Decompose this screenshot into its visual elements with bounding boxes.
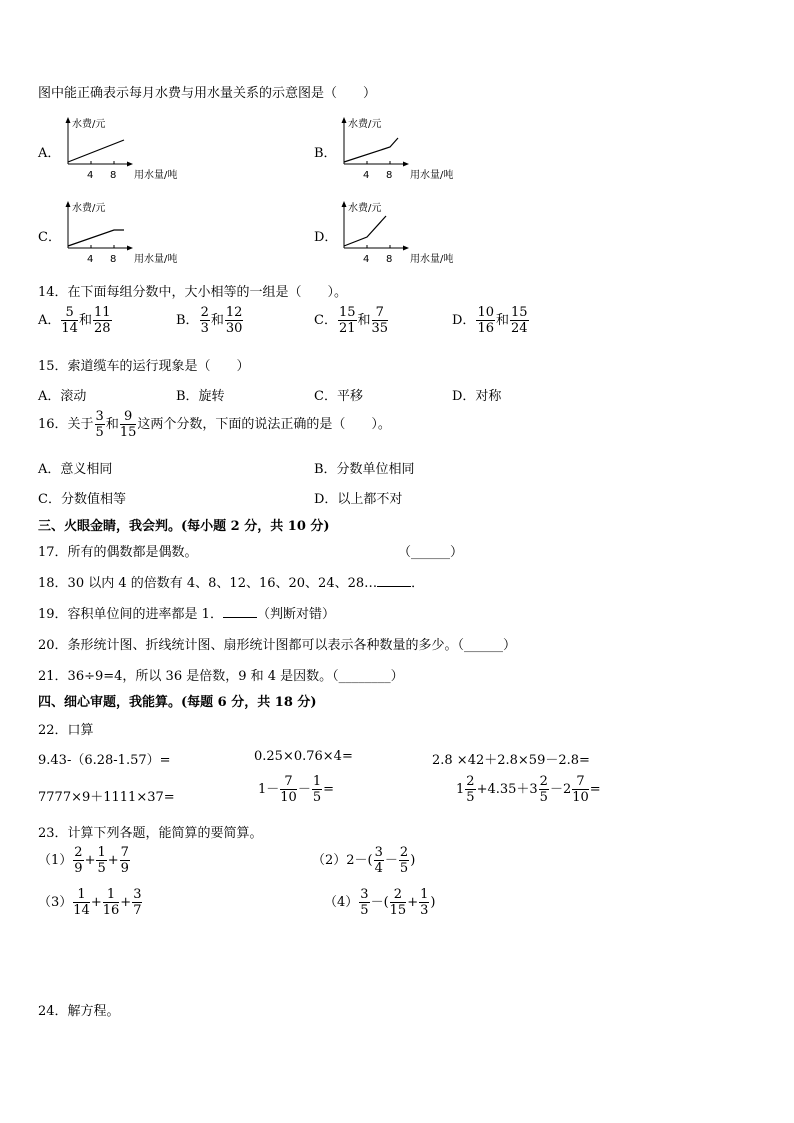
q23-expr-1: （1） $\frac{2}{9}$ + $\frac{1}{5}$ + $\frac{7}{9}$ [38, 845, 129, 876]
x-axis-label: 用水量/吨 [134, 170, 178, 181]
fraction: $\frac{9}{15}$ [119, 409, 137, 440]
fraction: $\frac{12}{30}$ [225, 305, 243, 336]
fraction: $\frac{7}{10}$ [572, 774, 589, 805]
q15-stem: 15．索道缆车的运行现象是（ ） [38, 359, 250, 374]
q13-chart-d[interactable] [334, 200, 464, 274]
q21-answer-blank[interactable]: （________） [332, 669, 404, 684]
x-axis-arrow [127, 246, 133, 251]
q13-chart-a[interactable] [58, 116, 188, 190]
q13-stem: 图中能正确表示每月水费与用水量关系的示意图是（ ） [38, 86, 377, 101]
q22-item-1: 9.43-（6.28-1.57）= [38, 753, 171, 768]
q19-text: 19．容积单位间的进率都是 1． （判断对错） [38, 603, 335, 622]
q19-answer-blank[interactable] [223, 604, 257, 618]
fraction: $\frac{2}{9}$ [74, 845, 83, 876]
q23-expr-4: （4） $\frac{3}{5}$ －( $\frac{2}{15}$ + $\frac{1}{3}$ ) [324, 887, 436, 918]
fraction: $\frac{15}{21}$ [338, 305, 356, 336]
q23-expr-3: （3） $\frac{1}{14}$ + $\frac{1}{16}$ + $\frac{3}{7}$ [38, 887, 142, 918]
q22-item-4: 7777×9＋1111×37= [38, 790, 175, 805]
y-axis-arrow [342, 117, 347, 123]
q13-chart-c[interactable] [58, 200, 188, 274]
x-axis-arrow [403, 162, 409, 167]
y-axis-label: 水费/元 [72, 119, 106, 130]
fraction: $\frac{2}{5}$ [539, 774, 548, 805]
fraction: $\frac{1}{5}$ [312, 774, 322, 805]
q14-option-c[interactable]: C． $\frac{15}{21}$ 和 $\frac{7}{35}$ [314, 305, 389, 336]
fraction: $\frac{2}{15}$ [389, 887, 407, 918]
fraction: $\frac{1}{3}$ [420, 887, 429, 918]
y-axis-label: 水费/元 [348, 203, 382, 214]
fraction: $\frac{3}{4}$ [374, 845, 383, 876]
fraction: $\frac{3}{5}$ [360, 887, 369, 918]
fraction: $\frac{7}{9}$ [120, 845, 129, 876]
fraction: $\frac{7}{35}$ [371, 305, 389, 336]
fraction: $\frac{2}{5}$ [399, 845, 409, 876]
q22-item-3: 2.8 ×42＋2.8×59－2.8= [432, 753, 590, 768]
tick-label-4: 4 [87, 254, 94, 265]
fraction: $\frac{11}{28}$ [93, 305, 111, 336]
tick-label-8: 8 [110, 254, 117, 265]
fraction: $\frac{1}{16}$ [102, 887, 120, 918]
q22-title: 22．口算 [38, 723, 94, 738]
x-axis-arrow [127, 162, 133, 167]
x-axis-arrow [403, 246, 409, 251]
fraction: $\frac{15}{24}$ [511, 305, 528, 336]
y-axis-label: 水费/元 [72, 203, 106, 214]
fraction: $\frac{5}{14}$ [61, 305, 78, 336]
q13-chart-b[interactable] [334, 116, 464, 190]
q22-item-2: 0.25×0.76×4= [254, 749, 353, 764]
fraction: $\frac{2}{5}$ [466, 774, 475, 805]
fraction: $\frac{1}{5}$ [97, 845, 106, 876]
series-line [68, 140, 124, 162]
q14-option-a[interactable]: A． $\frac{5}{14}$ 和 $\frac{11}{28}$ [38, 305, 111, 336]
q15-option-c[interactable]: C．平移 [314, 389, 363, 404]
series-line [344, 216, 386, 246]
q14-option-b[interactable]: B． $\frac{2}{3}$ 和 $\frac{12}{30}$ [176, 305, 243, 336]
fraction: $\frac{1}{14}$ [73, 887, 90, 918]
tick-label-4: 4 [87, 170, 94, 181]
fraction: $\frac{2}{3}$ [200, 305, 209, 336]
option-letter: C． [314, 313, 337, 328]
q18-answer-blank[interactable] [377, 573, 411, 587]
y-axis-arrow [66, 117, 71, 123]
q15-option-a[interactable]: A．滚动 [38, 389, 87, 404]
q13-option-b-letter[interactable]: B． [314, 146, 337, 161]
q13-option-c-letter[interactable]: C． [38, 230, 61, 245]
q20-answer-blank[interactable]: （______） [457, 638, 517, 653]
q15-option-b[interactable]: B．旋转 [176, 389, 225, 404]
q16-option-a[interactable]: A．意义相同 [38, 462, 113, 477]
y-axis-arrow [342, 201, 347, 207]
q23-expr-2: （2）2－( $\frac{3}{4}$ － $\frac{2}{5}$ ) [312, 845, 416, 876]
q16-stem: 16．关于 $\frac{3}{5}$ 和 $\frac{9}{15}$ 这两个分数，下面的说法正确的是（ ）。 [38, 409, 391, 440]
fraction: $\frac{3}{7}$ [133, 887, 142, 918]
section3-title: 三、火眼金睛，我会判。(每小题 2 分，共 10 分) [38, 519, 330, 534]
q14-stem: 14．在下面每组分数中，大小相等的一组是（ ）。 [38, 285, 348, 300]
option-letter: D． [452, 313, 476, 328]
q17-answer-blank[interactable]: （______） [398, 545, 464, 560]
tick-label-4: 4 [363, 254, 370, 265]
q21-text: 21．36÷9=4，所以 36 是倍数，9 和 4 是因数。（________） [38, 669, 404, 684]
series-line [68, 230, 124, 246]
section4-title: 四、细心审题，我能算。(每题 6 分，共 18 分) [38, 695, 317, 710]
q23-title: 23．计算下列各题，能简算的要简算。 [38, 826, 263, 841]
option-letter: A． [38, 313, 61, 328]
y-axis-arrow [66, 201, 71, 207]
q16-option-c[interactable]: C．分数值相等 [38, 492, 126, 507]
series-line [344, 138, 398, 162]
tick-label-8: 8 [110, 170, 117, 181]
tick-label-8: 8 [386, 254, 393, 265]
q14-option-d[interactable]: D． $\frac{10}{16}$ 和 $\frac{15}{24}$ [452, 305, 528, 336]
q22-item-5: 1－ $\frac{7}{10}$ － $\frac{1}{5}$ = [258, 774, 335, 805]
q22-item-6: 1 $\frac{2}{5}$ +4.35＋3 $\frac{2}{5}$ －2 $\frac{7}{10}$ = [456, 774, 601, 805]
option-letter: B． [176, 313, 199, 328]
q20-text: 20．条形统计图、折线统计图、扇形统计图都可以表示各种数量的多少。（______） [38, 638, 517, 653]
q17-text: 17．所有的偶数都是偶数。 [38, 545, 198, 560]
q13-option-d-letter[interactable]: D． [314, 230, 338, 245]
q16-option-b[interactable]: B．分数单位相同 [314, 462, 415, 477]
tick-label-4: 4 [363, 170, 370, 181]
x-axis-label: 用水量/吨 [410, 254, 454, 265]
y-axis-label: 水费/元 [348, 119, 382, 130]
q24-title: 24．解方程。 [38, 1004, 120, 1019]
q15-option-d[interactable]: D．对称 [452, 389, 502, 404]
fraction: $\frac{10}{16}$ [477, 305, 494, 336]
q18-text: 18．30 以内 4 的倍数有 4、8、12、16、20、24、28… ． [38, 572, 424, 591]
fraction: $\frac{7}{10}$ [280, 774, 297, 805]
q16-option-d[interactable]: D．以上都不对 [314, 492, 403, 507]
tick-label-8: 8 [386, 170, 393, 181]
q13-option-a-letter[interactable]: A． [38, 146, 61, 161]
fraction: $\frac{3}{5}$ [95, 409, 104, 440]
x-axis-label: 用水量/吨 [410, 170, 454, 181]
x-axis-label: 用水量/吨 [134, 254, 178, 265]
